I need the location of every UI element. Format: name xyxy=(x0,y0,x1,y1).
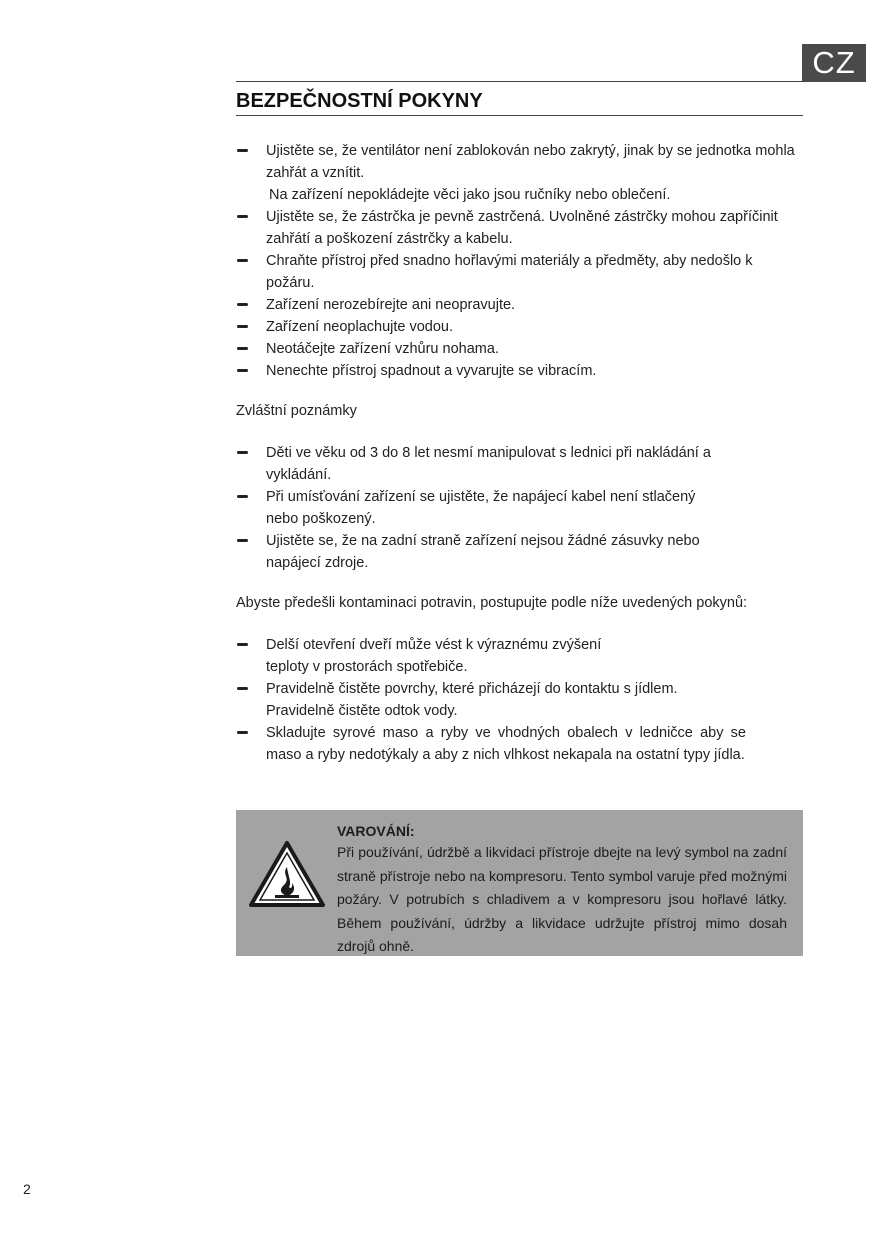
list-item-text: Delší otevření dveří může vést k výraznému zvýšení teploty v prostorách spotřebiče. xyxy=(266,637,602,675)
list-item xyxy=(236,338,803,360)
list-item-text: Zařízení neoplachujte vodou. xyxy=(266,319,454,335)
list-item xyxy=(236,634,626,678)
special-notes-list xyxy=(236,442,711,574)
list-item-text: Ujistěte se, že na zadní straně zařízení nejsou žádné zásuvky nebo napájecí zdroje. xyxy=(266,533,700,571)
safety-list xyxy=(236,140,803,382)
list-item xyxy=(236,316,803,338)
page-number: 2 xyxy=(23,1181,31,1197)
special-notes-heading: Zvláštní poznámky xyxy=(236,403,357,419)
contamination-list xyxy=(236,634,746,766)
main-content xyxy=(236,140,803,766)
list-item-text: Zařízení nerozebírejte ani neopravujte. xyxy=(266,297,516,313)
list-item xyxy=(236,678,746,722)
list-item-text: Ujistěte se, že zástrčka je pevně zastrčená. Uvolněné zástrčky mohou zapříčinit zahřátí a poškození zástrčky a kabelu. xyxy=(266,209,778,247)
top-rule xyxy=(236,81,803,82)
warning-title: VAROVÁNÍ: xyxy=(337,823,415,839)
list-item-text: Skladujte syrové maso a ryby ve vhodných obalech v ledničce aby se maso a ryby nedotýkaly a aby z nich vlhkost nekapala na ostatní typy jídla. xyxy=(266,725,746,763)
list-item xyxy=(236,140,803,206)
warning-box xyxy=(236,810,803,956)
list-item-text: Neotáčejte zařízení vzhůru nohama. xyxy=(266,341,499,357)
list-item xyxy=(236,250,803,294)
flammable-warning-icon xyxy=(248,840,326,908)
list-item-text: Pravidelně čistěte povrchy, které přicházejí do kontaktu s jídlem. xyxy=(266,681,678,697)
list-item xyxy=(236,206,803,250)
list-item-text: Při umísťování zařízení se ujistěte, že napájecí kabel není stlačený nebo poškozený. xyxy=(266,489,696,527)
list-item xyxy=(236,360,803,382)
list-item-text: Chraňte přístroj před snadno hořlavými materiály a předměty, aby nedošlo k požáru. xyxy=(266,253,753,291)
list-item xyxy=(236,722,746,766)
list-item xyxy=(236,530,711,574)
language-tab: CZ xyxy=(802,44,866,82)
list-item-subtext: Na zařízení nepokládejte věci jako jsou ručníky nebo oblečení. xyxy=(269,187,671,203)
list-item-text: Nenechte přístroj spadnout a vyvarujte se vibracím. xyxy=(266,363,597,379)
list-item-subtext: Pravidelně čistěte odtok vody. xyxy=(266,703,458,719)
list-item xyxy=(236,486,711,530)
list-item-text: Děti ve věku od 3 do 8 let nesmí manipulovat s lednici při nakládání a vykládání. xyxy=(266,445,711,483)
list-item-text: Ujistěte se, že ventilátor není zablokován nebo zakrytý, jinak by se jednotka mohla zahřát a vznítit. xyxy=(266,143,795,181)
list-item xyxy=(236,294,803,316)
page-title: BEZPEČNOSTNÍ POKYNY xyxy=(236,88,803,116)
contamination-heading: Abyste předešli kontaminaci potravin, postupujte podle níže uvedených pokynů: xyxy=(236,595,748,611)
warning-text: Při používání, údržbě a likvidaci přístroje dbejte na levý symbol na zadní straně přístroje nebo na kompresoru. Tento symbol varuje před možnými požáry. V potrubích s chladivem a v kompresoru jsou hořlavé látky. Během používání, údržby a likvidace udržujte přístroj mimo dosah zdrojů ohně. xyxy=(337,844,787,954)
list-item xyxy=(236,442,711,486)
